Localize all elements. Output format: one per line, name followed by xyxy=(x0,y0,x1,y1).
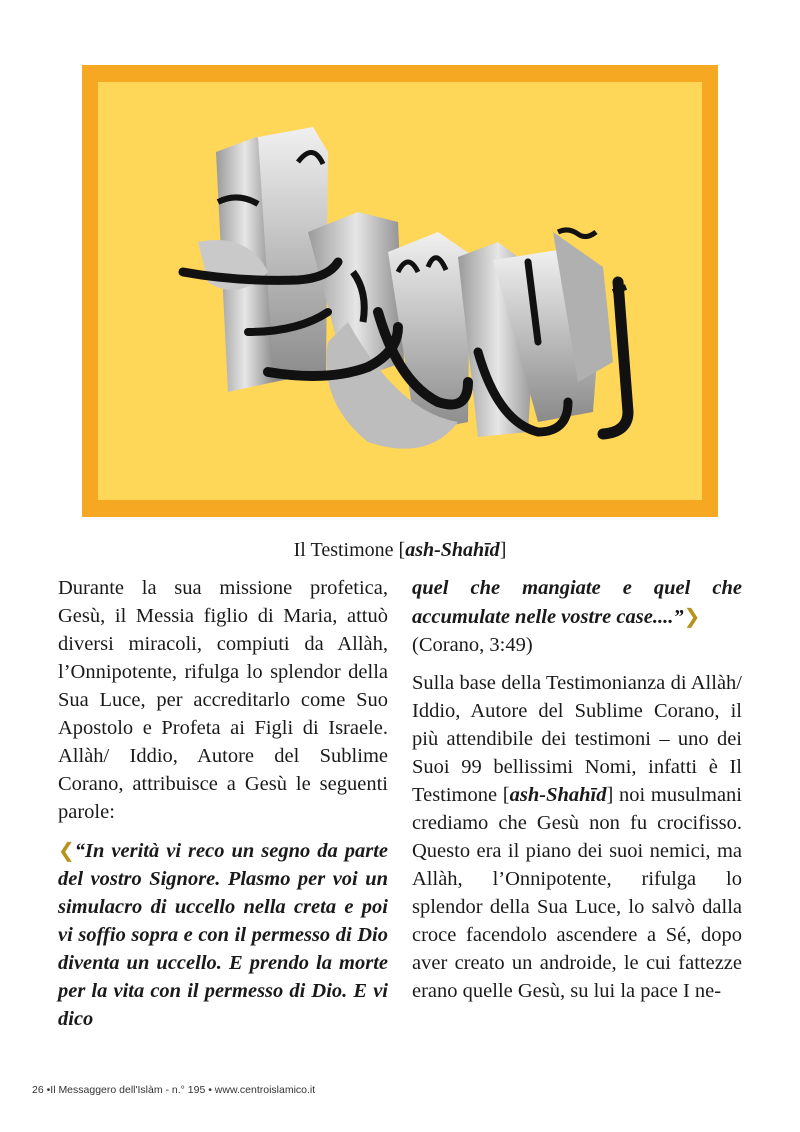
quran-quote xyxy=(58,836,388,1033)
testimony-term: ash-Shahīd xyxy=(509,784,607,806)
illustration-frame xyxy=(82,65,718,517)
caption-close: ] xyxy=(499,539,507,561)
image-caption xyxy=(0,537,800,563)
right-column xyxy=(412,574,742,1005)
testimony-text-a: Sulla base della Testimonianza di Allàh/ Iddio, Autore del Sublime Corano, il più attendibile dei testimoni – uno dei Suoi 99 bellissimi Nomi, infatti è Il Testimone [ xyxy=(412,672,742,806)
quote-continuation xyxy=(412,574,742,659)
intro-paragraph: Durante la sua missione profetica, Gesù, il Messia figlio di Maria, attuò diversi miracoli, compiuti da Allàh, l’Onnipotente, rifulga lo splendor della Sua Luce, per accreditarlo come Suo Apostolo e Profeta ai Figli di Israele. Allàh/ Iddio, Autore del Sublime Corano, attribuisce a Gesù le seguenti parole: xyxy=(58,577,388,823)
left-column xyxy=(58,574,388,1033)
page-footer: 26 •Il Messaggero dell'Islàm - n.° 195 • www.centroislamico.it xyxy=(32,1084,316,1096)
testimony-paragraph xyxy=(412,669,742,1005)
quote-text: “In verità vi reco un segno da parte del vostro Signore. Plasmo per voi un simulacro di uccello nella creta e poi vi soffio sopra e con il permesso di Dio diventa un uccello. E prendo la morte per la vita con il permesso di Dio. E vi dico xyxy=(58,840,388,1030)
caption-text: Il Testimone [ xyxy=(293,539,406,561)
arabic-calligraphy-3d-artwork xyxy=(98,82,702,500)
illustration-panel xyxy=(98,82,702,500)
quote-continuation-text: quel che mangiate e quel che accumulate nelle vostre case....” xyxy=(412,577,742,628)
quote-open-ornament-icon: ❮ xyxy=(58,838,75,862)
quote-citation: (Corano, 3:49) xyxy=(412,634,533,656)
quote-close-ornament-icon: ❯ xyxy=(683,604,701,628)
caption-term: ash-Shahīd xyxy=(405,539,500,561)
testimony-text-b: ] noi musulmani crediamo che Gesù non fu crocifisso. Questo era il piano dei suoi nemici, ma Allàh, l’Onnipotente, rifulga lo splendor della Sua Luce, lo salvò dalla croce facendolo ascendere a Sé, dopo aver creato un androide, le cui fattezze erano quelle Gesù, su lui la pace I ne- xyxy=(412,784,742,1002)
